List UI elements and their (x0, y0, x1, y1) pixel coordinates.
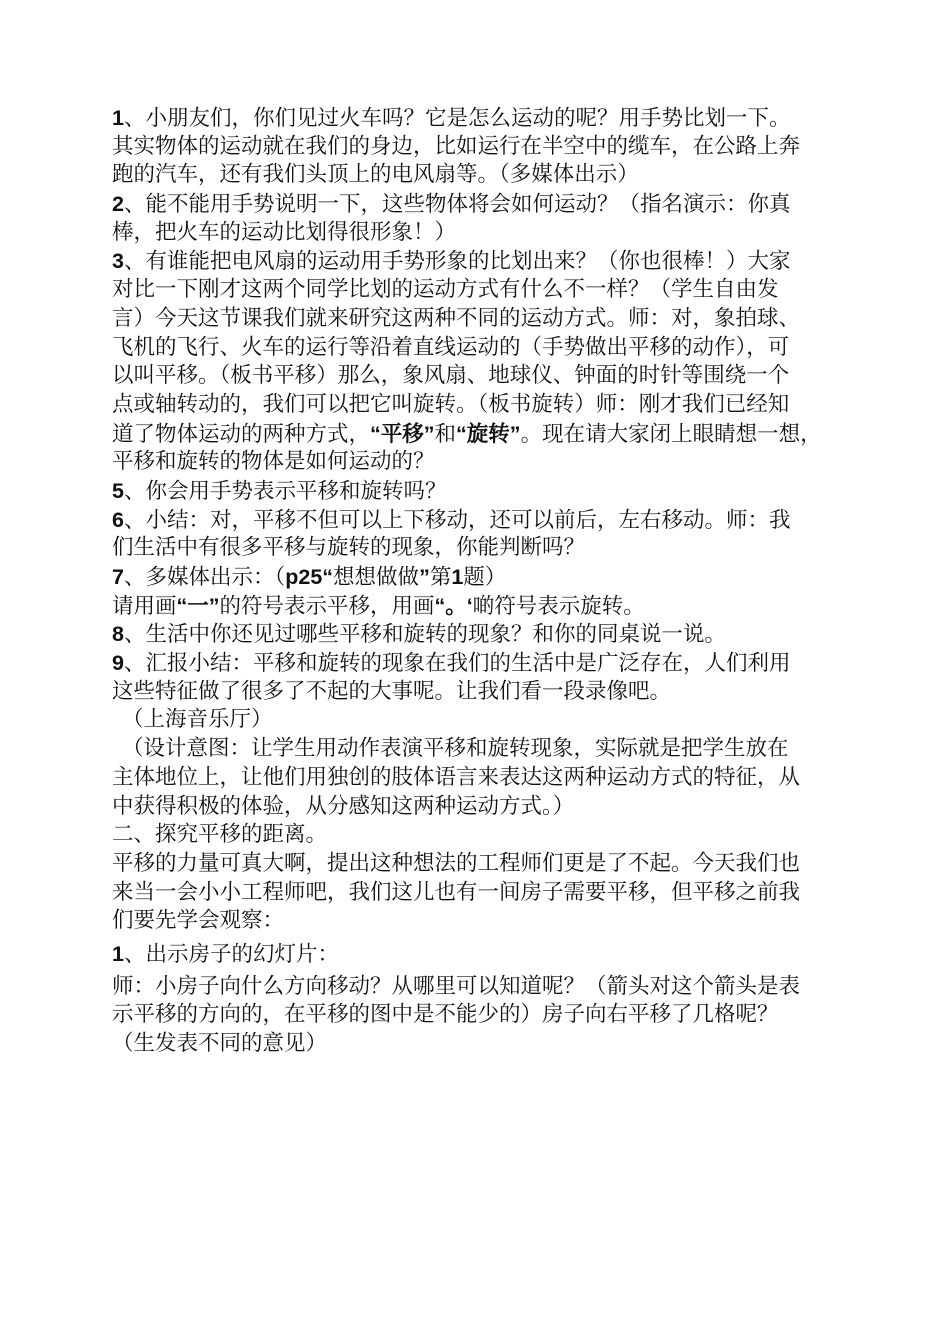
text-span: 题） (463, 565, 507, 590)
text-span: 、你会用手势表示平移和旋转吗？ (123, 478, 447, 504)
quoted-symbol: “一” (176, 593, 220, 618)
text-span: 、小结：对，平移不但可以上下移动，还可以前后，左右移动。师：我 (123, 507, 791, 533)
item-number: 1 (112, 941, 124, 966)
paragraph-1 (112, 104, 862, 190)
paragraph-8 (112, 620, 862, 649)
question-number: 1 (451, 565, 464, 589)
text-line: （生发表不同的意见） (112, 1031, 328, 1056)
section-heading: 二、探究平移的距离。 (112, 822, 328, 848)
text-line: 示平移的方向的，在平移的图中是不能少的）房子向右平移了几格呢？ (112, 1002, 779, 1028)
text-line (112, 477, 862, 506)
text-line: 师：小房子向什么方向移动？从哪里可以知道呢？（箭头对这个箭头是表 (112, 973, 801, 999)
text-span: 、生活中你还见过哪些平移和旋转的现象？和你的同桌说一说。 (123, 622, 726, 648)
text-line (112, 563, 862, 592)
item-number: 2 (112, 192, 124, 217)
text-span: 的符号表示平移，用画 (219, 593, 435, 619)
item-number: 3 (112, 249, 124, 274)
quoted-symbol: “。‘ (434, 593, 473, 618)
intro-paragraph (112, 850, 862, 936)
page-ref: p25“ (285, 565, 334, 589)
text-line (112, 592, 862, 621)
text-line: 对比一下刚才这两个同学比划的运动方式有什么不一样？（学生自由发 (112, 277, 779, 303)
text-line: 们要先学会观察： (112, 908, 285, 934)
text-line: 来当一会小小工程师吧，我们这儿也有一间房子需要平移，但平移之前我 (112, 879, 801, 905)
text-line: 平移和旋转的物体是如何运动的？ (112, 449, 435, 475)
text-line: 以叫平移。（板书平移）那么，象风扇、地球仪、钟面的时针等围绕一个 (112, 363, 790, 389)
text-span: 和 (434, 421, 457, 447)
paragraph-3 (112, 247, 862, 477)
text-line: 主体地位上，让他们用独创的肢体语言来表达这两种运动方式的特征，从 (112, 764, 801, 790)
item-number: 7 (112, 565, 124, 589)
text-line: 其实物体的运动就在我们的身边，比如运行在半空中的缆车，在公路上奔 (112, 133, 801, 159)
text-span: 第 (429, 565, 452, 590)
text-span: 、出示房子的幻灯片： (123, 941, 339, 967)
quoted-term: “平移” (370, 421, 435, 446)
design-intent (112, 735, 862, 821)
text-line: 们生活中有很多平移与旋转的现象，你能判断吗？ (112, 535, 586, 561)
text-line: 飞机的飞行、火车的运行等沿着直线运动的（手势做出平移的动作），可 (112, 334, 790, 360)
quoted-term: “旋转” (456, 421, 521, 446)
text-line: 棒，把火车的运动比划得很形象！） (112, 219, 457, 245)
teacher-paragraph (112, 973, 862, 1059)
text-span: 请用画 (112, 593, 177, 619)
item-number: 9 (112, 651, 124, 676)
text-line (112, 247, 862, 276)
item-number: 5 (112, 478, 124, 503)
text-line: 平移的力量可真大啊，提出这种想法的工程师们更是了不起。今天我们也 (112, 850, 801, 876)
paragraph-9 (112, 649, 862, 706)
text-span: 、能不能用手势说明一下，这些物体将会如何运动？（指名演示：你真 (123, 192, 791, 218)
paragraph-5 (112, 477, 862, 506)
item-number: 6 (112, 507, 124, 532)
text-line: 跑的汽车，还有我们头顶上的电风扇等。（多媒体出示） (112, 162, 639, 188)
text-line (112, 420, 862, 449)
text-span: 、有谁能把电风扇的运动用手势形象的比划出来？（你也很棒！）大家 (123, 249, 791, 275)
text-line: 言）今天这节课我们就来研究这两种不同的运动方式。师：对，象拍球、 (112, 305, 801, 331)
text-span: 道了物体运动的两种方式， (112, 421, 371, 447)
item-number: 1 (112, 106, 124, 130)
text-span: 想想做做 (333, 565, 420, 590)
step-1 (112, 940, 862, 969)
hall-note: （上海音乐厅） (122, 707, 273, 733)
document-body (112, 104, 862, 1059)
text-line (112, 620, 862, 649)
text-span: 、多媒体出示：（ (123, 565, 286, 590)
paragraph-7 (112, 563, 862, 620)
text-line (112, 649, 862, 678)
paragraph-2 (112, 190, 862, 247)
text-span: 、小朋友们，你们见过火车吗？它是怎么运动的呢？用手势比划一下。 (123, 106, 791, 131)
text-line: 这些特征做了很多了不起的大事呢。让我们看一段录像吧。 (112, 678, 672, 704)
text-line: （设计意图：让学生用动作表演平移和旋转现象，实际就是把学生放在 (122, 736, 789, 762)
text-line (112, 506, 862, 535)
text-line: 点或轴转动的，我们可以把它叫旋转。（板书旋转）师：刚才我们已经知 (112, 391, 790, 417)
text-span: 。现在请大家闭上眼睛想一想， (520, 421, 822, 447)
quote-mark: ” (419, 565, 430, 589)
text-span: 、汇报小结：平移和旋转的现象在我们的生活中是广泛存在，人们利用 (123, 651, 791, 677)
text-line (112, 190, 862, 219)
text-span: 啲符号表示旋转。 (472, 593, 645, 619)
item-number: 8 (112, 622, 124, 647)
paragraph-6 (112, 506, 862, 563)
text-line (112, 104, 862, 133)
text-line: 中获得积极的体验，从分感知这两种运动方式。） (112, 793, 575, 819)
